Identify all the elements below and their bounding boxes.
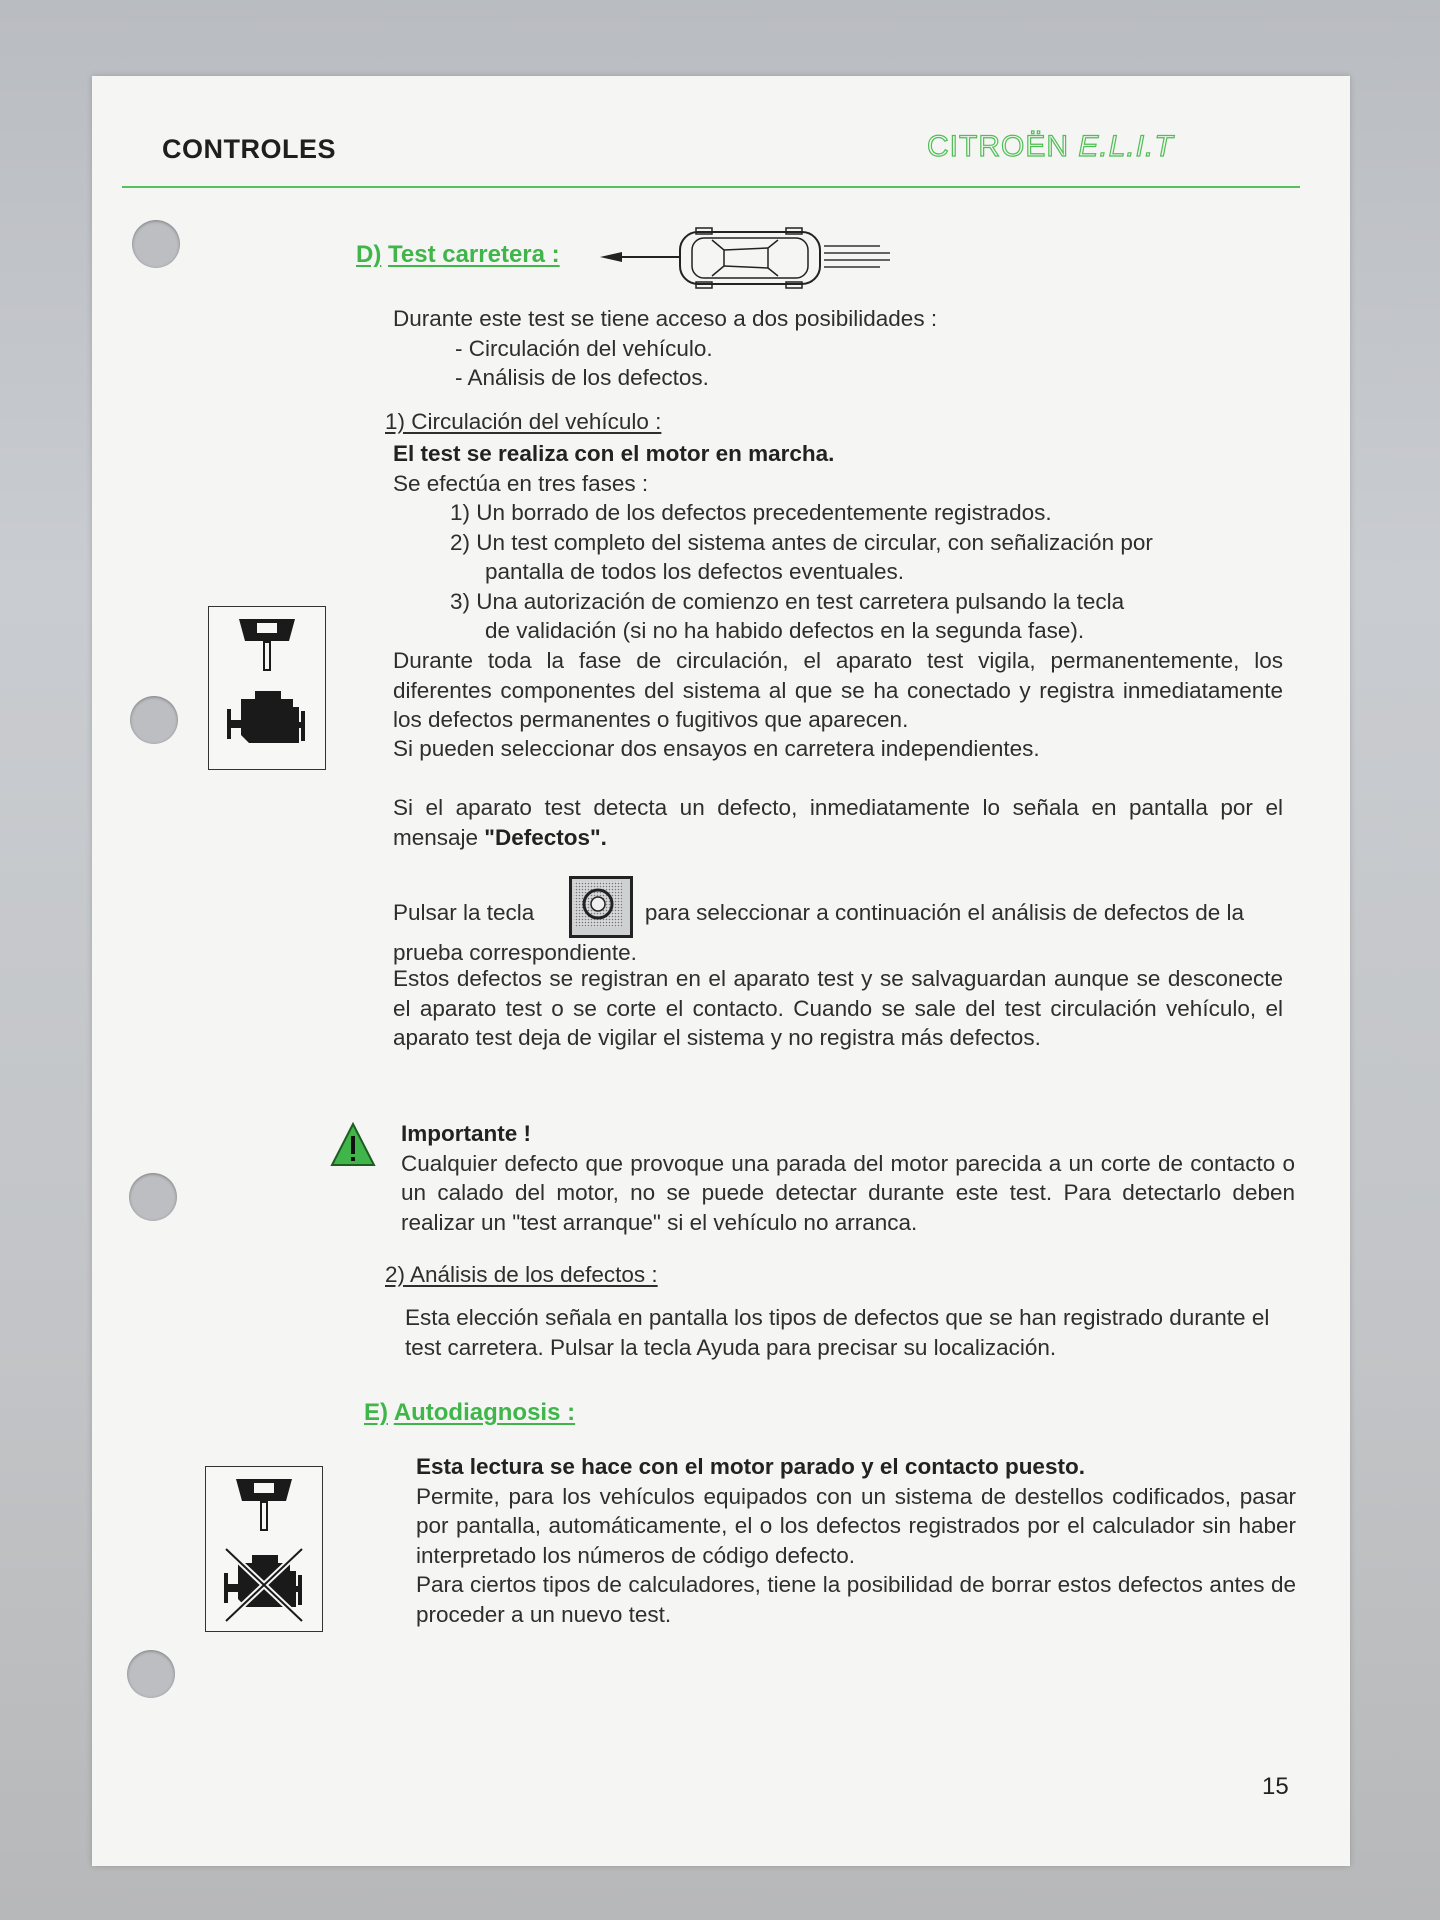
subsection-2-text: Esta elección señala en pantalla los tipos de defectos que se han registrado durante el test carretera. Pulsar la tecla Ayuda para precisar su localización. bbox=[405, 1305, 1270, 1360]
phase-item-continued: de validación (si no ha habido defectos en la segunda fase). bbox=[485, 618, 1085, 643]
phase-item: 2) Un test completo del sistema antes de circular, con señalización por bbox=[450, 529, 1153, 555]
erase-defects-paragraph: Para ciertos tipos de calculadores, tiene la posibilidad de borrar estos defectos antes de proceder a un nuevo test. bbox=[416, 1572, 1296, 1627]
engine-running-note: El test se realiza con el motor en marcha. bbox=[393, 441, 835, 466]
page-number: 15 bbox=[1262, 1773, 1289, 1800]
manual-page bbox=[92, 76, 1350, 1866]
key-button-icon bbox=[569, 876, 633, 938]
binder-hole bbox=[129, 1173, 177, 1221]
binder-hole bbox=[130, 696, 178, 744]
section-d-title: Test carretera : bbox=[388, 241, 560, 268]
intro-text: Durante este test se tiene acceso a dos posibilidades : bbox=[393, 306, 938, 331]
engine-stopped-note: Esta lectura se hace con el motor parado y el contacto puesto. bbox=[416, 1454, 1085, 1479]
warning-text: Cualquier defecto que provoque una parada del motor parecida a un corte de contacto o un calado del motor, no se puede detectar durante este test. Para detectarlo deben realizar un "test arranque" si el vehículo no arranca. bbox=[401, 1150, 1295, 1235]
warning-icon bbox=[330, 1122, 376, 1168]
section-e-body bbox=[416, 1452, 1296, 1629]
defect-detect-text: Si el aparato test detecta un defecto, inmediatamente lo señala en pantalla por el mensaje bbox=[393, 795, 1283, 850]
engine-stopped-icon-box bbox=[205, 1466, 323, 1632]
warning-title: Importante ! bbox=[401, 1121, 532, 1146]
press-key-text-rest: para seleccionar a continuación el análisis de defectos de la prueba correspondiente. bbox=[393, 900, 1244, 965]
warning-block bbox=[401, 1119, 1295, 1237]
press-key-text: Pulsar la tecla bbox=[393, 900, 535, 925]
option-item: - Circulación del vehículo. bbox=[455, 335, 713, 361]
section-e-heading bbox=[364, 1399, 575, 1427]
brand-suffix: E.L.I.T bbox=[1078, 130, 1174, 163]
phases-intro: Se efectúa en tres fases : bbox=[393, 470, 649, 496]
section-d-intro bbox=[393, 304, 1293, 393]
subsection-1-phases bbox=[393, 439, 1323, 646]
section-e-prefix: E) bbox=[364, 1399, 388, 1426]
subsection-1-heading: 1) Circulación del vehículo : bbox=[385, 409, 662, 434]
binder-hole bbox=[132, 220, 180, 268]
defectos-message: "Defectos". bbox=[484, 824, 607, 850]
subsection-2-heading: 2) Análisis de los defectos : bbox=[385, 1262, 658, 1287]
engine-running-icon-box bbox=[208, 606, 326, 770]
brand-logo bbox=[927, 130, 1174, 164]
section-e-title: Autodiagnosis : bbox=[393, 1399, 576, 1426]
header-divider bbox=[122, 186, 1300, 188]
ignition-key-engine-off-icon bbox=[206, 1467, 322, 1631]
car-moving-icon bbox=[600, 226, 980, 296]
phase-item: 3) Una autorización de comienzo en test carretera pulsando la tecla bbox=[450, 588, 1125, 614]
press-key-paragraph bbox=[393, 876, 1293, 968]
defects-saved-paragraph: Estos defectos se registran en el aparato test y se salvaguardan aunque se desconecte el aparato test o se corte el contacto. Cuando se sale del test circulación vehículo, el aparato test deja de vigilar el sistema y no registra más defectos. bbox=[393, 966, 1283, 1050]
section-d-heading bbox=[356, 241, 560, 269]
phase-item-continued: pantalla de todos los defectos eventuales. bbox=[485, 559, 905, 584]
ignition-key-engine-icon bbox=[209, 607, 325, 769]
page-section-title: CONTROLES bbox=[162, 134, 337, 164]
option-item: - Análisis de los defectos. bbox=[455, 365, 709, 390]
binder-hole bbox=[127, 1650, 175, 1698]
autodiagnosis-paragraph: Permite, para los vehículos equipados con un sistema de destellos codificados, pasar por pantalla, automáticamente, el o los defectos registrados por el calculador sin haber interpretado los números de código defecto. bbox=[416, 1483, 1296, 1568]
phase-item: 1) Un borrado de los defectos precedentemente registrados. bbox=[450, 500, 1052, 525]
section-d-prefix: D) bbox=[356, 241, 382, 268]
monitoring-paragraph: Durante toda la fase de circulación, el aparato test vigila, permanentemente, los diferentes componentes del sistema al que se ha conectado y registra inmediatamente los defectos permanentes o fugitivos que aparecen. bbox=[393, 648, 1283, 732]
brand-name: CITROËN bbox=[927, 130, 1069, 163]
defect-detect-paragraph bbox=[393, 793, 1283, 852]
independent-tests-paragraph: Si pueden seleccionar dos ensayos en carretera independientes. bbox=[393, 736, 1040, 761]
